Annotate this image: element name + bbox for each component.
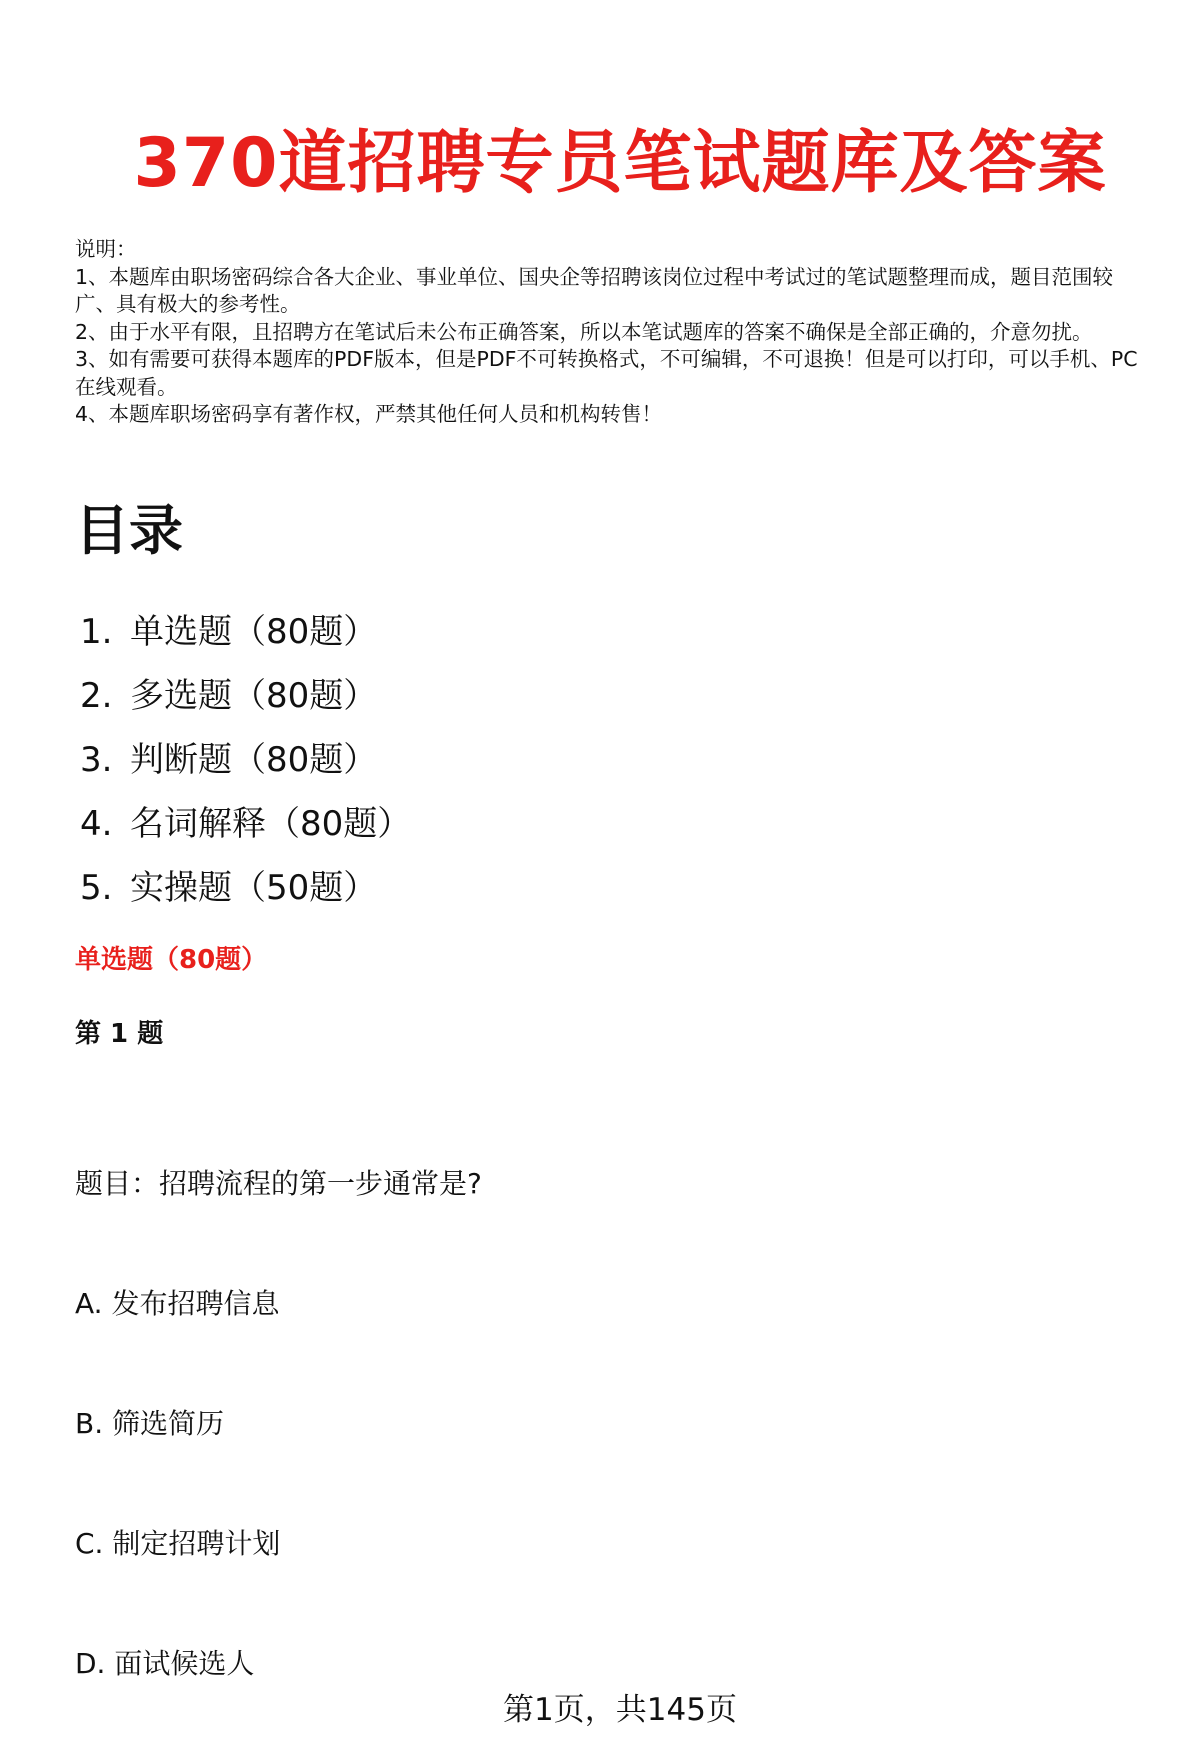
note-item-4: 4、本题库职场密码享有著作权，严禁其他任何人员和机构转售！ — [75, 402, 663, 426]
toc-item-single-choice[interactable] — [80, 600, 411, 664]
toc-item-label: 名词解释（80题） — [130, 804, 412, 844]
note-item-2: 2、由于水平有限，且招聘方在笔试后未公布正确答案，所以本笔试题库的答案不确保是全部正确的，介意勿扰。 — [75, 319, 1093, 344]
notes-heading: 说明： — [75, 237, 137, 261]
note-item-1: 1、本题库由职场密码综合各大企业、事业单位、国央企等招聘该岗位过程中考试过的笔试题整理而成，题目范围较广、具有极大的参考性。 — [75, 264, 1114, 316]
toc-item-label: 判断题（80题） — [130, 740, 378, 780]
toc-item-number: 1. — [80, 612, 113, 652]
section-heading: 单选题（80题） — [75, 945, 268, 975]
toc-item-number: 5. — [80, 868, 113, 908]
toc-item-label: 多选题（80题） — [130, 676, 378, 716]
toc-item-label: 单选题（80题） — [130, 612, 378, 652]
toc-item-term-definition[interactable] — [80, 792, 411, 856]
option-b: B. 筛选简历 — [75, 1407, 225, 1440]
note-item-3: 3、如有需要可获得本题库的PDF版本，但是PDF不可转换格式，不可编辑，不可退换！但是可以打印，可以手机、PC在线观看。 — [75, 347, 1138, 399]
toc-list — [80, 600, 411, 920]
toc-item-practical[interactable] — [80, 856, 411, 920]
toc-heading: 目录 — [75, 499, 183, 562]
option-c: C. 制定招聘计划 — [75, 1527, 281, 1560]
question-number: 第 1 题 — [75, 1019, 164, 1049]
toc-item-number: 3. — [80, 740, 113, 780]
document-title: 370道招聘专员笔试题库及答案 — [133, 124, 1107, 203]
toc-item-number: 2. — [80, 676, 113, 716]
option-d: D. 面试候选人 — [75, 1647, 255, 1680]
toc-item-multiple-choice[interactable] — [80, 664, 411, 728]
notes-block — [75, 236, 1145, 429]
option-a: A. 发布招聘信息 — [75, 1287, 280, 1320]
page-number-footer: 第1页，共145页 — [503, 1692, 737, 1728]
question-text: 题目：招聘流程的第一步通常是? — [75, 1167, 482, 1200]
toc-item-label: 实操题（50题） — [130, 868, 378, 908]
toc-item-number: 4. — [80, 804, 113, 844]
toc-item-true-false[interactable] — [80, 728, 411, 792]
